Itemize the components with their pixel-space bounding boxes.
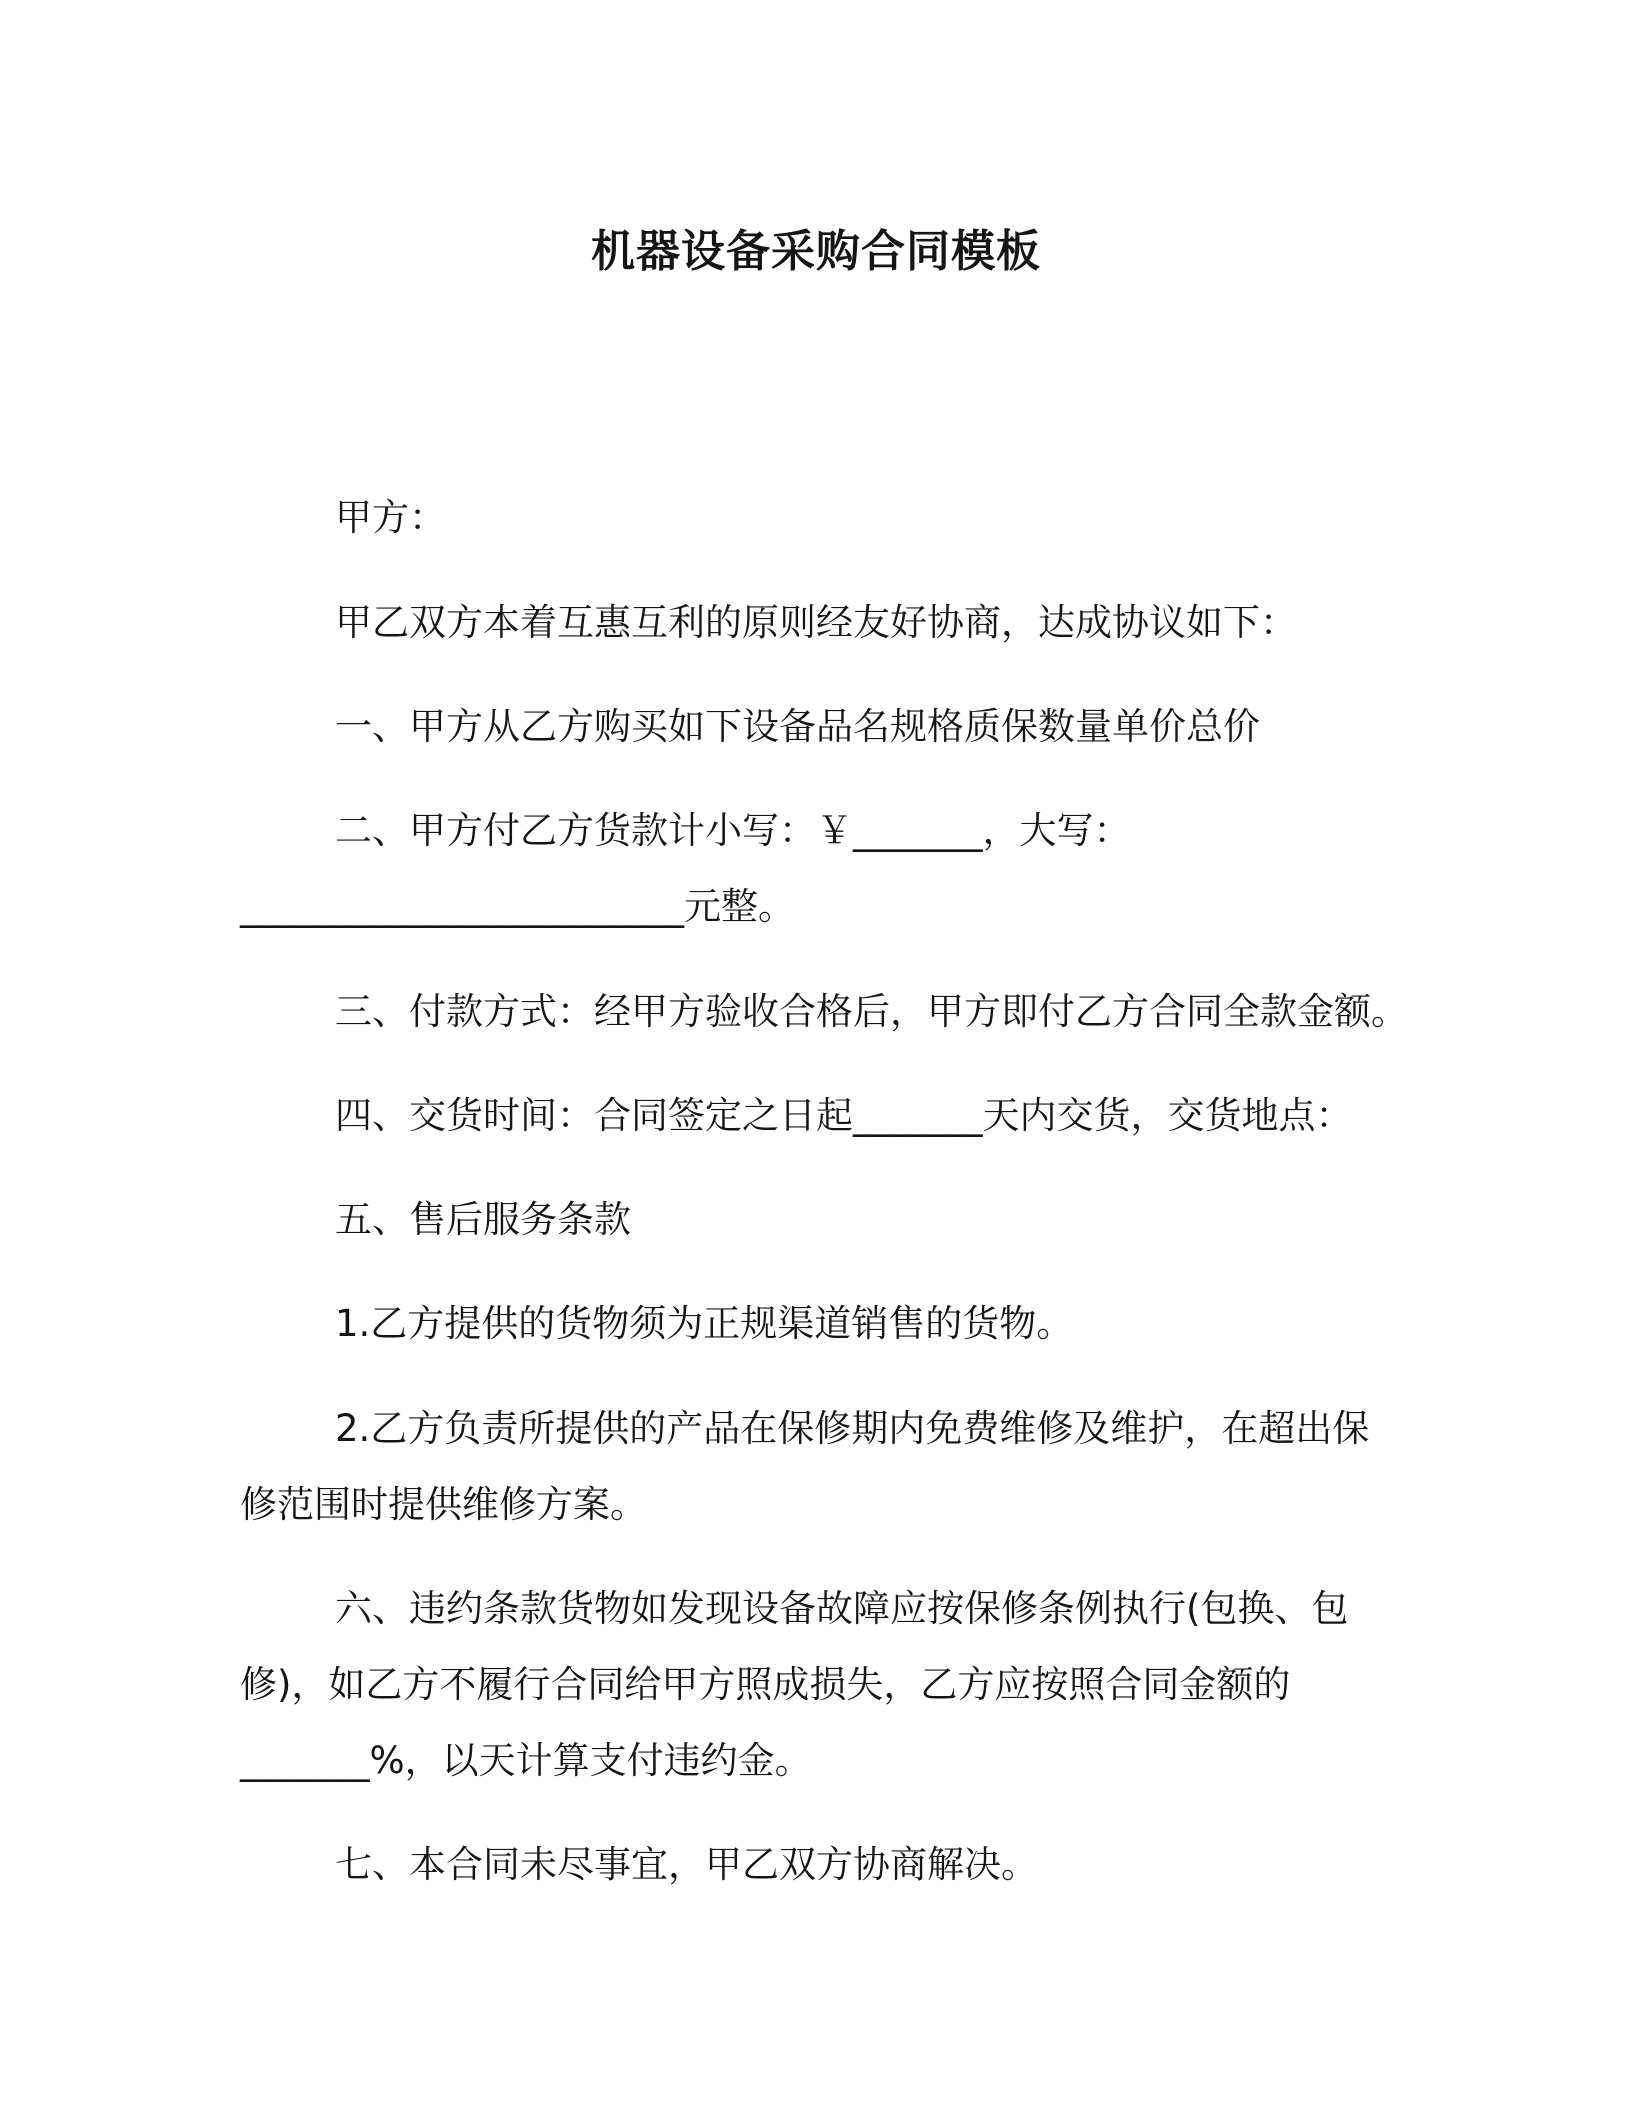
- intro-paragraph: 甲乙双方本着互惠互利的原则经友好协商，达成协议如下：: [335, 601, 1297, 644]
- clause-2-line-2: ________________________元整。: [240, 885, 795, 928]
- clause-7: 七、本合同未尽事宜，甲乙双方协商解决。: [335, 1843, 1038, 1886]
- clause-6-line-3: _______%，以天计算支付违约金。: [240, 1739, 812, 1782]
- party-a-line: 甲方：: [335, 496, 446, 539]
- clause-1: 一、甲方从乙方购买如下设备品名规格质保数量单价总价: [335, 705, 1260, 748]
- clause-5-item-2-line-2: 修范围时提供维修方案。: [240, 1483, 647, 1526]
- clause-6-line-1: 六、违约条款货物如发现设备故障应按保修条例执行(包换、包: [335, 1587, 1349, 1630]
- clause-2-line-1: 二、甲方付乙方货款计小写：￥_______，大写：: [335, 809, 1131, 852]
- clause-5-item-1: 1.乙方提供的货物须为正规渠道销售的货物。: [335, 1302, 1074, 1345]
- clause-3: 三、付款方式：经甲方验收合格后，甲方即付乙方合同全款金额。: [335, 990, 1408, 1033]
- document-title: 机器设备采购合同模板: [591, 226, 1041, 277]
- clause-6-line-2: 修)，如乙方不履行合同给甲方照成损失，乙方应按照合同金额的: [240, 1663, 1291, 1706]
- clause-5-heading: 五、售后服务条款: [335, 1198, 631, 1241]
- clause-4: 四、交货时间：合同签定之日起_______天内交货，交货地点：: [335, 1094, 1353, 1137]
- clause-5-item-2-line-1: 2.乙方负责所提供的产品在保修期内免费维修及维护，在超出保: [335, 1407, 1370, 1450]
